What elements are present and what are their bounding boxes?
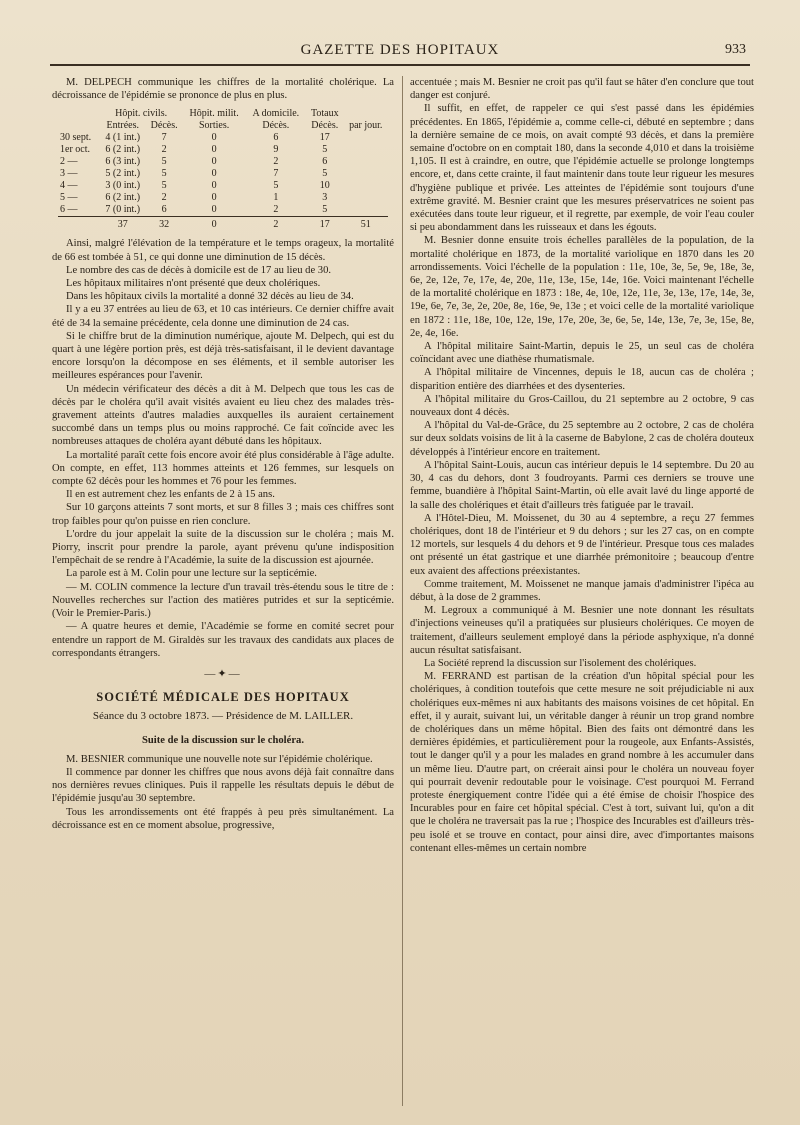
paragraph: La Société reprend la discussion sur l'isolement des cholériques.: [424, 657, 697, 669]
journal-title: GAZETTE DES HOPITAUX: [300, 42, 500, 58]
table-header: Sorties.: [198, 120, 230, 132]
table-cell: 6 (2 int.): [105, 192, 141, 204]
table-cell: 5: [161, 180, 167, 192]
table-cell: [58, 217, 100, 232]
paragraph: L'ordre du jour appelait la suite de la discussion sur le choléra ; mais M. Piorry, inscrit pour prendre la parole, ayant prévenu qu'une indisposition l'empêchait de se rendre à l'Académie, la suite de la discussion est ajournée.: [52, 528, 394, 567]
right-column: [410, 76, 754, 855]
table-cell: 0: [211, 132, 217, 144]
table-cell: 6 (3 int.): [105, 156, 141, 168]
table-cell: 2: [161, 144, 167, 156]
table-body: [58, 132, 388, 217]
paragraph: Le nombre des cas de décès à domicile est de 17 au lieu de 30.: [66, 264, 332, 276]
paragraph: accentuée ; mais M. Besnier ne croit pas qu'il faut se hâter d'en conclure que tout danger est conjuré.: [410, 77, 754, 102]
table-cell: 0: [211, 168, 217, 180]
table-cell: 32: [146, 217, 183, 232]
table-header: Entrées.: [106, 120, 139, 132]
paragraph: A l'hôpital militaire Saint-Martin, depuis le 25, un seul cas de choléra coïncidant avec une diathèse rhumatismale.: [410, 341, 754, 366]
table-sub-header-row: [58, 120, 388, 132]
paragraph: Il suffit, en effet, de rappeler ce qui s'est passé dans les épidémies précédentes. En 1865, l'épidémie a, comme celle-ci, débuté en septembre ; dans la dernière semaine de ce mois, on avait compté 93 décès, et dans la première semaine d'octobre on en comptait 180, dans la seconde 4,010 et dans la troisième 1,105. Il est à craindre, en outre, que l'épidémie actuelle se prolonge longtemps encore, et, dans cette crainte, il faut maintenir dans toute leur rigueur les mesures d'hygiène publique et privée. Les atteintes de l'épidémie sont toujours d'une extrême gravité. M. Besnier craint que les mesures préservatrices ne soient pas exécutées dans toute leur rigueur, et il regrette, par exemple, de voir l'eau couler si peu abondamment dans les ruisseaux et dans les égouts.: [410, 103, 754, 234]
table-cell: 3 (0 int.): [105, 180, 141, 192]
table-header: Hôpit. milit.: [189, 108, 239, 120]
paragraph: Un médecin vérificateur des décès a dit à M. Delpech que tous les cas de décès par le choléra qu'il avait visités avaient eu lieu chez des malades très-gravement atteints d'autres maladies auxquelles ils auraient certainement succombé dans un temps plus ou moins rapproché. Ce fait coïncide avec les nombreuses attaques de choléra ayant débuté dans les hôpitaux.: [52, 383, 394, 448]
table-cell: 7: [161, 132, 167, 144]
table-header: Décès.: [150, 120, 178, 132]
paragraph: M. BESNIER communique une nouvelle note sur l'épidémie cholérique.: [66, 753, 373, 765]
table-cell: 0: [211, 204, 217, 216]
table-header: A domicile.: [252, 108, 300, 120]
table-cell: 6 —: [60, 204, 78, 216]
table-cell: 5 —: [60, 192, 78, 204]
table-row: [58, 192, 388, 204]
subheading: Suite de la discussion sur le choléra.: [142, 734, 304, 746]
table-cell: 5: [322, 204, 328, 216]
table-cell: 2: [246, 217, 306, 232]
table-cell: 7: [273, 168, 279, 180]
table-cell: 3 —: [60, 168, 78, 180]
table-row: [58, 132, 388, 144]
table-cell: 6 (2 int.): [105, 144, 141, 156]
table-cell: 1er oct.: [60, 144, 90, 156]
paragraph: Sur 10 garçons atteints 7 sont morts, et sur 8 filles 3 ; mais ces chiffres sont trop faibles pour qu'on puisse en rien conclure.: [52, 502, 394, 527]
paragraph: Dans les hôpitaux civils la mortalité a donné 32 décès au lieu de 34.: [66, 291, 354, 303]
paragraph: A l'hôpital du Val-de-Grâce, du 25 septembre au 2 octobre, 2 cas de choléra sur deux soldats voisins de lit à la caserne de Babylone, 2 cas de choléra douteux développés à l'intérieur encore en traitement.: [410, 420, 754, 458]
paragraph: Ainsi, malgré l'élévation de la température et le temps orageux, la mortalité de 66 est tombée à 51, ce qui donne une diminution de 15 décès.: [52, 238, 394, 263]
table-cell: 2: [273, 156, 279, 168]
paragraph: La mortalité paraît cette fois encore avoir été plus considérable à l'âge adulte. On compte, en effet, 113 hommes atteints et 126 femmes, sur lesquels on compte 62 décès pour les hommes et 76 pour les femmes.: [52, 449, 394, 488]
section-title: SOCIÉTÉ MÉDICALE DES HOPITAUX: [96, 690, 350, 705]
table-cell: 2: [273, 204, 279, 216]
session-line: Séance du 3 octobre 1873. — Présidence de M. LAILLER.: [92, 710, 354, 723]
paragraph: Il y a eu 37 entrées au lieu de 63, et 10 cas intérieurs. Ce dernier chiffre avait été de 34 la semaine précédente, cela donne une diminution de 24 cas.: [52, 304, 394, 329]
table-cell: 2: [161, 192, 167, 204]
table-row: [58, 156, 388, 168]
table-cell: 17: [319, 132, 330, 144]
table-header: Totaux: [310, 108, 339, 120]
column-divider: [402, 76, 403, 1106]
paragraph: A l'hôpital Saint-Louis, aucun cas intérieur depuis le 14 septembre. Du 20 au 30, 4 cas du dehors, dont 3 foudroyants. Parmi ces derniers se trouve une femme, buandière à l'hôpital Saint-Martin, où elle avait lavé du linge apporté de la salle des cholériques et était d'ailleurs très fatiguée par le travail.: [410, 459, 754, 511]
left-column: [52, 76, 394, 832]
table-cell: 5: [273, 180, 279, 192]
paragraph: La parole est à M. Colin pour une lecture sur la septicémie.: [66, 568, 317, 580]
table-cell: 5: [322, 144, 328, 156]
table-cell: 0: [211, 180, 217, 192]
paragraph: M. Legroux a communiqué à M. Besnier une note donnant les résultats d'injections veineuses qu'il a pratiquées sur plusieurs cholériques. Ce moyen de traitement, d'ailleurs seulement employé dans la période asphyxique, n'a donné aucun résultat satisfaisant.: [410, 605, 754, 656]
table-cell: 2 —: [60, 156, 78, 168]
table-header: Hôpit. civils.: [115, 108, 168, 120]
table-cell: 0: [211, 192, 217, 204]
table-cell: 30 sept.: [60, 132, 92, 144]
table-cell: 17: [306, 217, 344, 232]
paragraph: — A quatre heures et demie, l'Académie se forme en comité secret pour entendre un rapport de M. Giraldès sur les travaux des candidats aux places de correspondants étrangers.: [52, 621, 394, 659]
paragraph: Il en est autrement chez les enfants de 2 à 15 ans.: [66, 489, 275, 501]
table-cell: 6: [161, 204, 167, 216]
paragraph: Si le chiffre brut de la diminution numérique, ajoute M. Delpech, qui est du quart à une légère portion près, est déjà très-satisfaisant, il le devient davantage encore lorsqu'on la décompose en ses éléments, et il semble autoriser les meilleures espérances pour l'avenir.: [52, 330, 394, 382]
paragraph: M. Besnier donne ensuite trois échelles parallèles de la population, de la mortalité cholérique en 1873, de la mortalité variolique en 1870 dans les 20 arrondissements. Voici l'échelle de la population : 11e, 10e, 3e, 5e, 9e, 18e, 3e, 6e, 2e, 12e, 7e, 17e, 4e, 20e, 11e, 13e, 15e, 14e, 16e. Voici maintenant l'échelle de la mortalité cholérique en 1873 : 18e, 4e, 10e, 12e, 11e, 3e, 13e, 17e, 14e, 3e, 19e, 6e, 7e, 3e, 2e, 20e, 8e, 16e, 9e, 13e ; et voici celle de la mortalité variolique en 1872 : 11e, 18e, 10e, 12e, 19e, 17e, 20e, 3e, 6e, 5e, 14e, 13e, 7e, 3e, 15e, 8e, 2e, 4e, 16e.: [410, 235, 754, 339]
table-cell: 4 —: [60, 180, 78, 192]
table-row: [58, 204, 388, 217]
page-number: 933: [725, 42, 746, 57]
table-cell: 6: [322, 156, 328, 168]
table-cell: 5 (2 int.): [105, 168, 141, 180]
table-header: Décès.: [262, 120, 290, 132]
page-header: [50, 38, 750, 66]
table-header: par jour.: [349, 120, 383, 132]
table-cell: 4 (1 int.): [105, 132, 141, 144]
paragraph: A l'Hôtel-Dieu, M. Moissenet, du 30 au 4 septembre, a reçu 27 femmes cholériques, dont 18 de l'intérieur et 9 du dehors ; sur les 27 cas, on en compte 12 mortels, sur lesquels 4 du dehors et 9 de l'intérieur. Presque tous ces malades ont présenté un état gastrique et une diarrhée prémonitoire ; beaucoup d'entre eux avaient des affections préexistantes.: [410, 512, 754, 577]
section-separator: —✦—: [204, 667, 242, 680]
table-cell: 51: [344, 217, 388, 232]
table-cell: 0: [211, 156, 217, 168]
table-cell: 0: [211, 144, 217, 156]
table-cell: 9: [273, 144, 279, 156]
table-cell: 7 (0 int.): [105, 204, 141, 216]
paragraph: A l'hôpital militaire du Gros-Caillou, du 21 septembre au 2 octobre, 9 cas nouveaux dont 4 décès.: [410, 393, 754, 419]
table-cell: 0: [183, 217, 246, 232]
mortality-table: [58, 108, 388, 231]
paragraph: A l'hôpital militaire de Vincennes, depuis le 18, aucun cas de choléra ; disparition entière des diarrhées et des dysenteries.: [410, 367, 754, 392]
table-cell: 5: [161, 168, 167, 180]
table-cell: 37: [100, 217, 146, 232]
table-totals-row: [58, 217, 388, 232]
paragraph: — M. COLIN commence la lecture d'un travail très-étendu sous le titre de : Nouvelles recherches sur l'action des matières putrides et sur la septicémie. (Voir le Premier-Paris.): [52, 581, 394, 620]
paragraph: Il commence par donner les chiffres que nous avons déjà fait connaître dans nos dernières revues cliniques. Puis il rappelle les résultats depuis le début de l'épidémie jusqu'au 30 septembre.: [52, 766, 394, 805]
table-cell: 5: [322, 168, 328, 180]
table-row: [58, 168, 388, 180]
table-cell: 10: [319, 180, 330, 192]
table-cell: 6: [273, 132, 279, 144]
paragraph: Comme traitement, M. Moissenet ne manque jamais d'administrer l'ipéca au début, à la dose de 2 grammes.: [410, 578, 754, 603]
table-row: [58, 144, 388, 156]
table-row: [58, 180, 388, 192]
paragraph: M. DELPECH communique les chiffres de la mortalité cholérique. La décroissance de l'épidémie se prononce de plus en plus.: [52, 77, 394, 102]
table-group-header-row: [58, 108, 388, 120]
table-cell: 1: [273, 192, 279, 204]
paragraph: M. FERRAND est partisan de la création d'un hôpital spécial pour les cholériques, à condition toutefois que cette mesure ne soit préjudiciable ni aux cholériques eux-mêmes ni aux habitants des maisons voisines de cet hôpital. En effet, il y aurait, suivant lui, un véritable danger à réunir un trop grand nombre de cholériques dans un même hôpital. Bien des faits ont démontré dans les dernières épidémies, et particulièrement pour la rougeole, aux Enfants-Assistés, tout le danger qu'il y a pour les malades en grand nombre à les accumuler dans un même lieu. D'autre part, on créerait ainsi pour le choléra un nouveau foyer qui pourrait devenir redoutable pour le voisinage. C'est pourquoi M. Ferrand proteste énergiquement contre l'idée qui a été émise de choisir l'hospice des Incurables pour en faire cet hôpital spécial. C'est à tort, suivant lui, qu'on a dit que le choléra ne traversait pas la rue ; l'hospice des Incurables est d'ailleurs très-peu isolé et se trouve en contact, pour ainsi dire, avec d'importantes maisons contenant elles-mêmes un certain nombre: [410, 671, 754, 854]
table-header: Décès.: [311, 120, 339, 132]
table-cell: 3: [322, 192, 328, 204]
paragraph: Tous les arrondissements ont été frappés à peu près simultanément. La décroissance est en ce moment absolue, progressive,: [52, 806, 394, 831]
paragraph: Les hôpitaux militaires n'ont présenté que deux cholériques.: [66, 278, 321, 290]
table-cell: 5: [161, 156, 167, 168]
